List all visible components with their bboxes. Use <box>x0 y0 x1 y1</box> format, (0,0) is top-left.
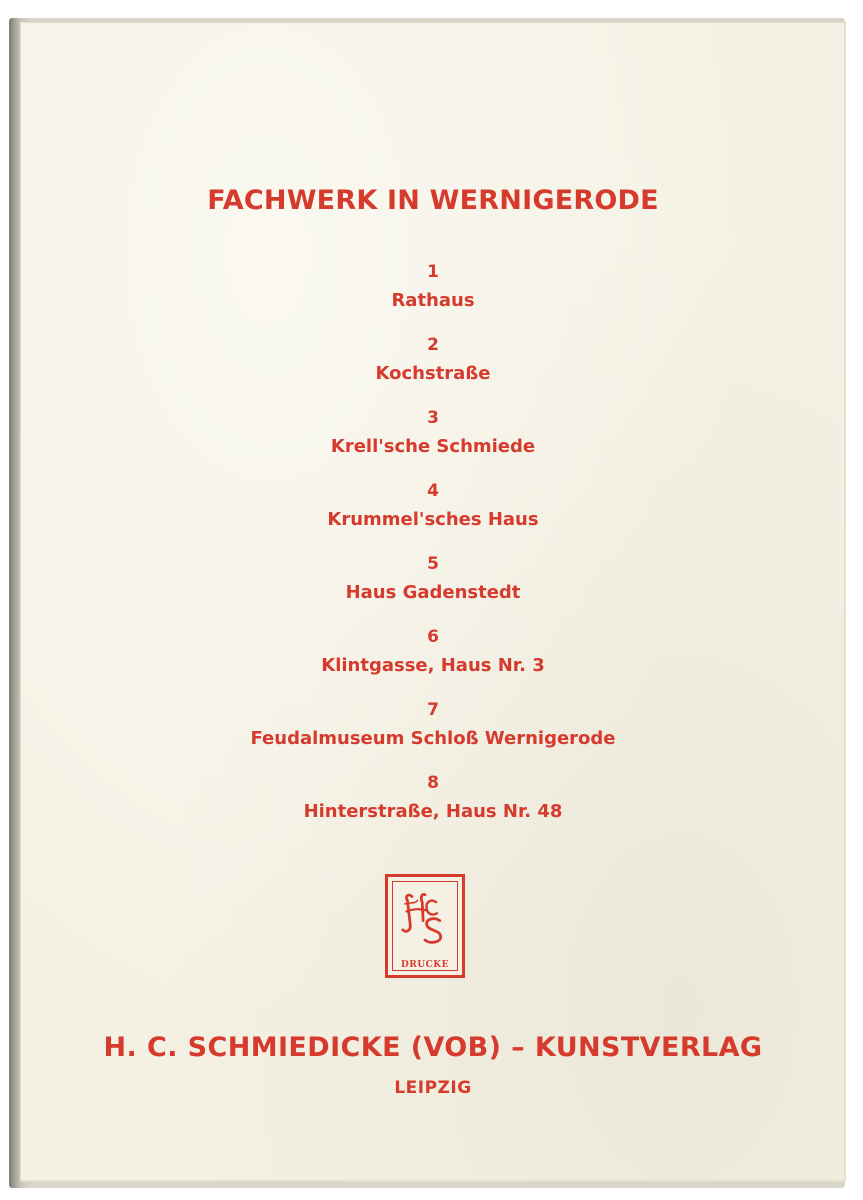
item-number: 6 <box>427 627 439 647</box>
item-number: 2 <box>427 335 439 355</box>
item-number: 4 <box>427 481 439 501</box>
item-number: 5 <box>427 554 439 574</box>
item-name: Rathaus <box>391 290 475 311</box>
item-name: Haus Gadenstedt <box>345 582 521 603</box>
publisher-logo <box>385 874 465 978</box>
item-number: 1 <box>427 262 439 282</box>
hcs-monogram-icon <box>388 881 462 951</box>
item-name: Kochstraße <box>375 363 491 384</box>
contents-list <box>20 259 846 843</box>
item-name: Krummel'sches Haus <box>327 509 539 530</box>
item-name: Krell'sche Schmiede <box>330 436 536 457</box>
postcard-folder-cover <box>20 22 846 1182</box>
publisher-city: LEIPZIG <box>394 1078 472 1098</box>
list-item <box>20 405 846 478</box>
cover-title: FACHWERK IN WERNIGERODE <box>207 185 659 216</box>
list-item <box>20 478 846 551</box>
list-item <box>20 697 846 770</box>
item-number: 3 <box>427 408 439 428</box>
publisher-name: H. C. SCHMIEDICKE (VOB) – KUNSTVERLAG <box>103 1032 763 1063</box>
item-name: Klintgasse, Haus Nr. 3 <box>321 655 545 676</box>
list-item <box>20 551 846 624</box>
item-name: Feudalmuseum Schloß Wernigerode <box>250 728 616 749</box>
list-item <box>20 770 846 843</box>
list-item <box>20 332 846 405</box>
item-name: Hinterstraße, Haus Nr. 48 <box>303 801 563 822</box>
logo-label: DRUCKE <box>401 960 449 970</box>
list-item <box>20 259 846 332</box>
item-number: 7 <box>427 700 439 720</box>
list-item <box>20 624 846 697</box>
item-number: 8 <box>427 773 439 793</box>
